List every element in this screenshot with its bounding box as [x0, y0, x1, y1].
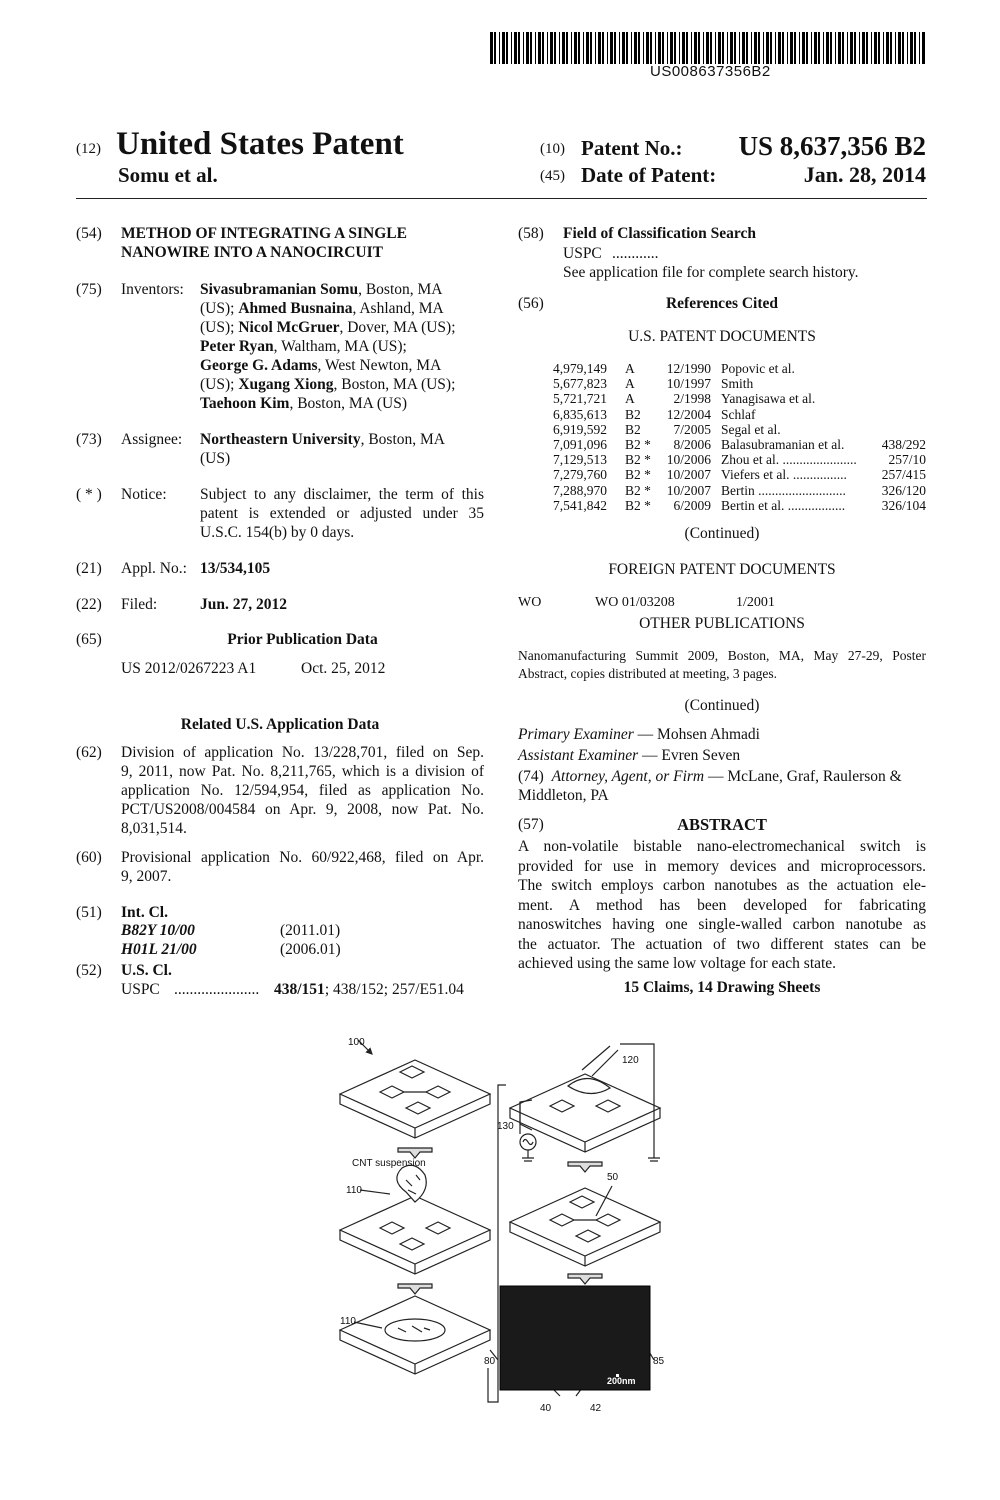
reference-date: 10/2007 — [666, 467, 711, 483]
barcode-bar — [883, 32, 884, 64]
barcode-bar — [722, 32, 724, 64]
reference-kind: B2 * — [625, 497, 651, 513]
references-heading: References Cited — [665, 295, 779, 312]
assistant-examiner — [518, 746, 740, 766]
reference-name: Balasubramanian et al. — [721, 436, 845, 452]
reference-name: Segal et al. — [721, 421, 781, 437]
field-leader: ............ — [612, 245, 659, 262]
barcode-bar — [866, 32, 868, 64]
reference-kind: B2 * — [625, 452, 651, 468]
barcode-bar — [643, 32, 644, 64]
barcode-bar — [734, 32, 736, 64]
other-publication-line2: Abstract, copies distributed at meeting, 3 pages. — [518, 666, 778, 681]
division-line3: application No. 12/594,954, filed as application No. — [121, 782, 484, 799]
code-74: (74) — [518, 768, 544, 785]
inventor-name: Sivasubramanian Somu — [200, 281, 359, 298]
barcode-bar — [586, 32, 589, 64]
barcode-bar — [703, 32, 704, 64]
barcode-bar — [562, 32, 565, 64]
inventors-line2 — [200, 299, 444, 319]
inventors-line7 — [200, 394, 407, 414]
code-22: (22) — [76, 596, 102, 613]
abstract-line: The switch employs carbon nanotubes as the actuation ele- — [518, 877, 926, 894]
substrate-step-2 — [340, 1165, 490, 1274]
barcode-bar — [622, 32, 625, 64]
barcode-bar — [878, 32, 880, 64]
reference-number: 4,979,149 — [553, 361, 607, 376]
reference-kind: B2 * — [625, 467, 651, 483]
barcode-bar — [790, 32, 793, 64]
barcode-bar — [782, 32, 784, 64]
barcode-bar — [910, 32, 913, 64]
foreign-country: WO — [518, 595, 542, 610]
barcode-bar — [730, 32, 733, 64]
barcode-bar — [895, 32, 896, 64]
barcode-bar — [818, 32, 820, 64]
attorney-name: — McLane, Graf, Raulerson & — [708, 768, 902, 785]
other-publication-line1: Nanomanufacturing Summit 2009, Boston, MA, May 27-29, Poster — [518, 648, 926, 663]
barcode-bar — [854, 32, 856, 64]
barcode-bar — [554, 32, 556, 64]
barcode-bar — [559, 32, 560, 64]
barcode-bar — [598, 32, 601, 64]
barcode-bar — [670, 32, 673, 64]
ref-110-drop: 110 — [346, 1185, 362, 1196]
barcode-bar — [691, 32, 692, 64]
reference-date: 10/1997 — [666, 376, 711, 392]
barcode-bar — [499, 32, 500, 64]
inventor-location: , Dover, MA (US); — [339, 319, 456, 336]
inventor-name: Xugang Xiong — [238, 376, 334, 393]
inventor-location: , Boston, MA (US) — [289, 395, 407, 412]
barcode-bar — [542, 32, 544, 64]
ref-42: 42 — [590, 1403, 602, 1414]
ref-85: 85 — [653, 1356, 665, 1367]
barcode-bar — [835, 32, 836, 64]
us-cl-rest: ; 438/152; 257/E51.04 — [324, 981, 464, 998]
int-cl-2-date: (2006.01) — [280, 941, 341, 958]
us-cl-values — [274, 980, 464, 1000]
abstract-heading: ABSTRACT — [677, 815, 767, 834]
barcode-bar — [802, 32, 805, 64]
assignee-line1 — [200, 430, 445, 450]
barcode-bar — [506, 32, 508, 64]
barcode-bar — [739, 32, 740, 64]
barcode-bar — [850, 32, 853, 64]
invention-title-line2: NANOWIRE INTO A NANOCIRCUIT — [121, 244, 383, 261]
primary-examiner-name: — Mohsen Ahmadi — [637, 726, 760, 743]
barcode-bar — [862, 32, 865, 64]
reference-date: 10/2007 — [666, 482, 711, 498]
code-21: (21) — [76, 560, 102, 577]
inventors-line6 — [200, 375, 455, 395]
code-58: (58) — [518, 225, 544, 242]
code-51: (51) — [76, 904, 102, 921]
reference-name: Viefers et al. ................ — [721, 467, 847, 483]
notice-line2: patent is extended or adjusted under 35 — [200, 505, 484, 522]
inventor-name: Peter Ryan — [200, 338, 274, 355]
barcode-bar — [634, 32, 637, 64]
division-line4: PCT/US2008/004584 on Apr. 9, 2008, now Pat. No. — [121, 801, 484, 818]
header-divider — [76, 198, 927, 199]
invention-title-line1: METHOD OF INTEGRATING A SINGLE — [121, 225, 407, 242]
code-62: (62) — [76, 744, 102, 761]
reference-number: 7,091,096 — [553, 436, 607, 452]
barcode-bar — [859, 32, 860, 64]
reference-date: 10/2006 — [666, 452, 711, 468]
patent-date: Jan. 28, 2014 — [803, 162, 926, 187]
inventors-line3 — [200, 318, 456, 338]
ref-110-dried: 110 — [340, 1316, 356, 1327]
code-73: (73) — [76, 431, 102, 448]
inventor-name: Taehoon Kim — [200, 395, 290, 412]
barcode-bar — [514, 32, 517, 64]
barcode-bar — [823, 32, 824, 64]
substrate-step-1 — [340, 1060, 490, 1138]
inventors-line1 — [200, 280, 442, 300]
reference-kind: A — [625, 376, 635, 392]
foreign-date: 1/2001 — [736, 595, 775, 610]
inventor-location: , West Newton, MA — [317, 357, 442, 374]
barcode-bar — [775, 32, 776, 64]
notice-line1: Subject to any disclaimer, the term of this — [200, 486, 484, 503]
reference-name: Popovic et al. — [721, 361, 795, 376]
int-cl-1-date: (2011.01) — [280, 922, 341, 939]
ref-40: 40 — [540, 1403, 552, 1414]
field-heading: Field of Classification Search — [563, 225, 757, 242]
reference-kind: A — [625, 391, 635, 407]
barcode-bar — [578, 32, 580, 64]
appl-no: 13/534,105 — [200, 560, 271, 577]
barcode-bar — [886, 32, 889, 64]
prior-publication-date: Oct. 25, 2012 — [301, 660, 386, 677]
barcode-bar — [682, 32, 685, 64]
barcode-bar — [871, 32, 872, 64]
ref-130: 130 — [497, 1121, 514, 1132]
attorney-line2: Middleton, PA — [518, 787, 609, 804]
code-56: (56) — [518, 295, 544, 312]
barcode-bar — [547, 32, 548, 64]
barcode-bar — [626, 32, 628, 64]
notice-line3: U.S.C. 154(b) by 0 days. — [200, 524, 355, 541]
barcode-bar — [890, 32, 892, 64]
cnt-suspension-label: CNT suspension — [352, 1158, 426, 1169]
provisional-line2: 9, 2007. — [121, 868, 172, 885]
field-note: See application file for complete search history. — [563, 264, 859, 281]
barcode-bar — [607, 32, 608, 64]
barcode-bar — [799, 32, 800, 64]
barcode-bar — [614, 32, 616, 64]
division-line5: 8,031,514. — [121, 820, 187, 837]
division-line1: Division of application No. 13/228,701, filed on Sep. — [121, 744, 484, 761]
assignee-label: Assignee: — [121, 431, 183, 448]
reference-class: 326/104 — [881, 497, 926, 513]
reference-number: 7,541,842 — [553, 497, 607, 513]
barcode-bars — [490, 32, 926, 64]
assignee-location: , Boston, MA — [360, 431, 445, 448]
us-cl-leader: ...................... — [174, 981, 260, 998]
field-uspc: USPC — [563, 245, 602, 262]
patent-no-label: Patent No.: — [581, 136, 683, 160]
representative-drawing — [320, 1030, 700, 1420]
filed-label: Filed: — [121, 596, 158, 613]
int-cl-1: B82Y 10/00 — [121, 922, 195, 939]
reference-number: 7,288,970 — [553, 482, 607, 498]
barcode-bar — [638, 32, 640, 64]
barcode-bar — [806, 32, 808, 64]
inventor-location: , Ashland, MA — [352, 300, 444, 317]
barcode-bar — [787, 32, 788, 64]
barcode-bar — [583, 32, 584, 64]
barcode-bar — [566, 32, 568, 64]
code-65: (65) — [76, 631, 102, 648]
related-application-heading: Related U.S. Application Data — [180, 716, 380, 733]
barcode-bar — [874, 32, 877, 64]
authors: Somu et al. — [118, 163, 218, 187]
appl-no-label: Appl. No.: — [121, 560, 187, 577]
inventor-name: Nicol McGruer — [238, 319, 340, 336]
reference-date: 7/2005 — [673, 421, 711, 437]
barcode-bar — [526, 32, 529, 64]
barcode-bar — [838, 32, 841, 64]
filed-date: Jun. 27, 2012 — [200, 596, 287, 613]
reference-kind: B2 — [625, 406, 641, 422]
ref-50: 50 — [607, 1172, 619, 1183]
primary-examiner-label: Primary Examiner — [518, 726, 634, 743]
barcode-bar — [718, 32, 721, 64]
barcode-bar — [518, 32, 520, 64]
barcode-bar — [746, 32, 748, 64]
barcode-bar — [571, 32, 572, 64]
reference-name: Bertin .......................... — [721, 482, 846, 498]
assistant-examiner-name: — Evren Seven — [642, 747, 741, 764]
assignee-line2: (US) — [200, 450, 231, 467]
barcode-bar — [811, 32, 812, 64]
us-cl-uspc: USPC — [121, 981, 160, 998]
inventor-location: , Boston, MA (US); — [333, 376, 456, 393]
code-75: (75) — [76, 281, 102, 298]
code-45: (45) — [540, 168, 565, 184]
barcode-bar — [758, 32, 760, 64]
notice-code: ( * ) — [76, 486, 102, 503]
reference-number: 5,677,823 — [553, 376, 607, 392]
substrate-step-5 — [510, 1186, 660, 1266]
us-cl-label: U.S. Cl. — [121, 962, 172, 979]
abstract-line: provided for use in memory devices and microprocessors. — [518, 857, 926, 875]
barcode-bar — [490, 32, 493, 64]
provisional-line1: Provisional application No. 60/922,468, filed on Apr. — [121, 849, 484, 866]
inventor-location: , Waltham, MA (US); — [273, 338, 407, 355]
reference-name: Bertin et al. ................. — [721, 497, 846, 513]
reference-number: 7,279,760 — [553, 467, 607, 483]
barcode-bar — [914, 32, 916, 64]
reference-kind: B2 * — [625, 436, 651, 452]
barcode-bar — [535, 32, 536, 64]
barcode-bar — [770, 32, 772, 64]
barcode-bar — [706, 32, 709, 64]
abstract-line: A non-volatile bistable nano-electromechanical switch is — [518, 838, 926, 855]
abstract-line: the actuator. The actuation of two different states can be — [518, 935, 926, 953]
patent-type-title: United States Patent — [116, 126, 404, 162]
primary-examiner — [518, 725, 760, 745]
reference-date: 12/2004 — [666, 406, 711, 422]
attorney — [518, 767, 902, 787]
reference-number: 7,129,513 — [553, 452, 607, 468]
barcode-bar — [754, 32, 757, 64]
barcode-bar — [919, 32, 920, 64]
barcode-bar — [679, 32, 680, 64]
int-cl-2: H01L 21/00 — [121, 941, 197, 958]
inventor-prefix: (US); — [200, 319, 239, 336]
inventor-name: George G. Adams — [200, 357, 318, 374]
barcode-bar — [842, 32, 844, 64]
reference-date: 6/2009 — [673, 497, 711, 513]
reference-date: 2/1998 — [673, 391, 711, 407]
barcode-bar — [590, 32, 592, 64]
barcode-bar — [694, 32, 697, 64]
reference-class: 257/415 — [881, 467, 926, 483]
barcode-bar — [715, 32, 716, 64]
reference-date: 12/1990 — [666, 361, 711, 376]
inventor-prefix: (US); — [200, 376, 239, 393]
barcode-bar — [778, 32, 781, 64]
barcode-bar — [826, 32, 829, 64]
barcode-bar — [655, 32, 656, 64]
foreign-docs-heading: FOREIGN PATENT DOCUMENTS — [608, 561, 836, 578]
division-line2: 9, 2011, now Pat. No. 8,211,765, which is a division of — [121, 763, 484, 780]
prior-publication-heading: Prior Publication Data — [227, 631, 378, 648]
continued-us-docs: (Continued) — [684, 525, 760, 542]
barcode-bar — [830, 32, 832, 64]
barcode-bar — [794, 32, 796, 64]
foreign-number: WO 01/03208 — [595, 595, 675, 610]
reference-number: 6,835,613 — [553, 406, 607, 422]
other-publications-heading: OTHER PUBLICATIONS — [639, 615, 805, 632]
barcode-bar — [898, 32, 901, 64]
barcode-bar — [742, 32, 745, 64]
us-docs-heading: U.S. PATENT DOCUMENTS — [628, 328, 816, 345]
barcode-bar — [667, 32, 668, 64]
barcode-bar — [550, 32, 553, 64]
barcode-bar — [727, 32, 728, 64]
ref-120: 120 — [622, 1055, 639, 1066]
reference-name: Schlaf — [721, 406, 756, 422]
us-cl-main: 438/151 — [274, 981, 325, 998]
abstract-line: achieved using the same low voltage for each state. — [518, 955, 837, 972]
barcode-number: US008637356B2 — [650, 63, 771, 80]
reference-class: 438/292 — [881, 436, 926, 452]
barcode-bar — [902, 32, 904, 64]
date-label: Date of Patent: — [581, 163, 717, 187]
barcode-bar — [631, 32, 632, 64]
barcode-bar — [650, 32, 652, 64]
inventors-label: Inventors: — [121, 281, 184, 298]
code-60: (60) — [76, 849, 102, 866]
barcode-bar — [610, 32, 613, 64]
barcode-bar — [907, 32, 908, 64]
reference-name: Zhou et al. ...................... — [721, 452, 857, 468]
barcode-bar — [922, 32, 925, 64]
barcode-bar — [662, 32, 664, 64]
barcode-bar — [710, 32, 712, 64]
barcode-bar — [847, 32, 848, 64]
inventors-line5 — [200, 356, 441, 376]
inventor-location: , Boston, MA — [358, 281, 443, 298]
inventor-prefix: (US); — [200, 300, 239, 317]
barcode-bar — [763, 32, 764, 64]
code-57: (57) — [518, 816, 544, 833]
barcode-bar — [538, 32, 541, 64]
barcode-bar — [511, 32, 512, 64]
barcode-bar — [658, 32, 661, 64]
claims-summary: 15 Claims, 14 Drawing Sheets — [623, 979, 821, 996]
barcode-bar — [530, 32, 532, 64]
ref-100: 100 — [348, 1037, 365, 1048]
continued-other-pubs: (Continued) — [684, 697, 760, 714]
abstract-body — [518, 837, 926, 974]
reference-number: 5,721,721 — [553, 391, 607, 407]
patent-number: US 8,637,356 B2 — [738, 131, 926, 161]
barcode-bar — [494, 32, 496, 64]
reference-number: 6,919,592 — [553, 421, 607, 437]
barcode-bar — [674, 32, 676, 64]
int-cl-label: Int. Cl. — [121, 904, 168, 921]
assignee-name: Northeastern University — [200, 431, 361, 448]
reference-date: 8/2006 — [673, 436, 711, 452]
barcode-bar — [523, 32, 524, 64]
notice-label: Notice: — [121, 486, 167, 503]
barcode-bar — [646, 32, 649, 64]
abstract-line: ment. A method has been developed for fabricating — [518, 896, 926, 914]
barcode-bar — [686, 32, 688, 64]
reference-class: 326/120 — [881, 482, 926, 498]
inventors-line4 — [200, 337, 407, 357]
barcode-bar — [502, 32, 505, 64]
abstract-line: nanoswitches having one single-walled carbon nanotube as — [518, 916, 926, 933]
barcode-bar — [574, 32, 577, 64]
code-54: (54) — [76, 225, 102, 242]
reference-kind: B2 — [625, 421, 641, 437]
inventor-name: Ahmed Busnaina — [238, 300, 353, 317]
barcode-bar — [814, 32, 817, 64]
reference-name: Smith — [721, 376, 754, 392]
code-10: (10) — [540, 141, 565, 157]
scale-bar-label: 200nm — [607, 1376, 636, 1386]
reference-kind: B2 * — [625, 482, 651, 498]
assistant-examiner-label: Assistant Examiner — [518, 747, 639, 764]
barcode-bar — [595, 32, 596, 64]
barcode-bar — [751, 32, 752, 64]
reference-name: Yanagisawa et al. — [721, 391, 816, 407]
reference-kind: A — [625, 361, 635, 376]
code-52: (52) — [76, 962, 102, 979]
reference-class: 257/10 — [888, 452, 926, 468]
barcode — [490, 32, 926, 64]
sem-micrograph — [500, 1286, 650, 1390]
ref-80: 80 — [484, 1356, 496, 1367]
code-12: (12) — [76, 141, 101, 157]
substrate-step-3 — [340, 1296, 490, 1374]
barcode-bar — [698, 32, 700, 64]
barcode-bar — [619, 32, 620, 64]
barcode-bar — [602, 32, 604, 64]
attorney-label: Attorney, Agent, or Firm — [551, 768, 705, 785]
barcode-bar — [766, 32, 769, 64]
prior-publication-number: US 2012/0267223 A1 — [121, 660, 257, 677]
